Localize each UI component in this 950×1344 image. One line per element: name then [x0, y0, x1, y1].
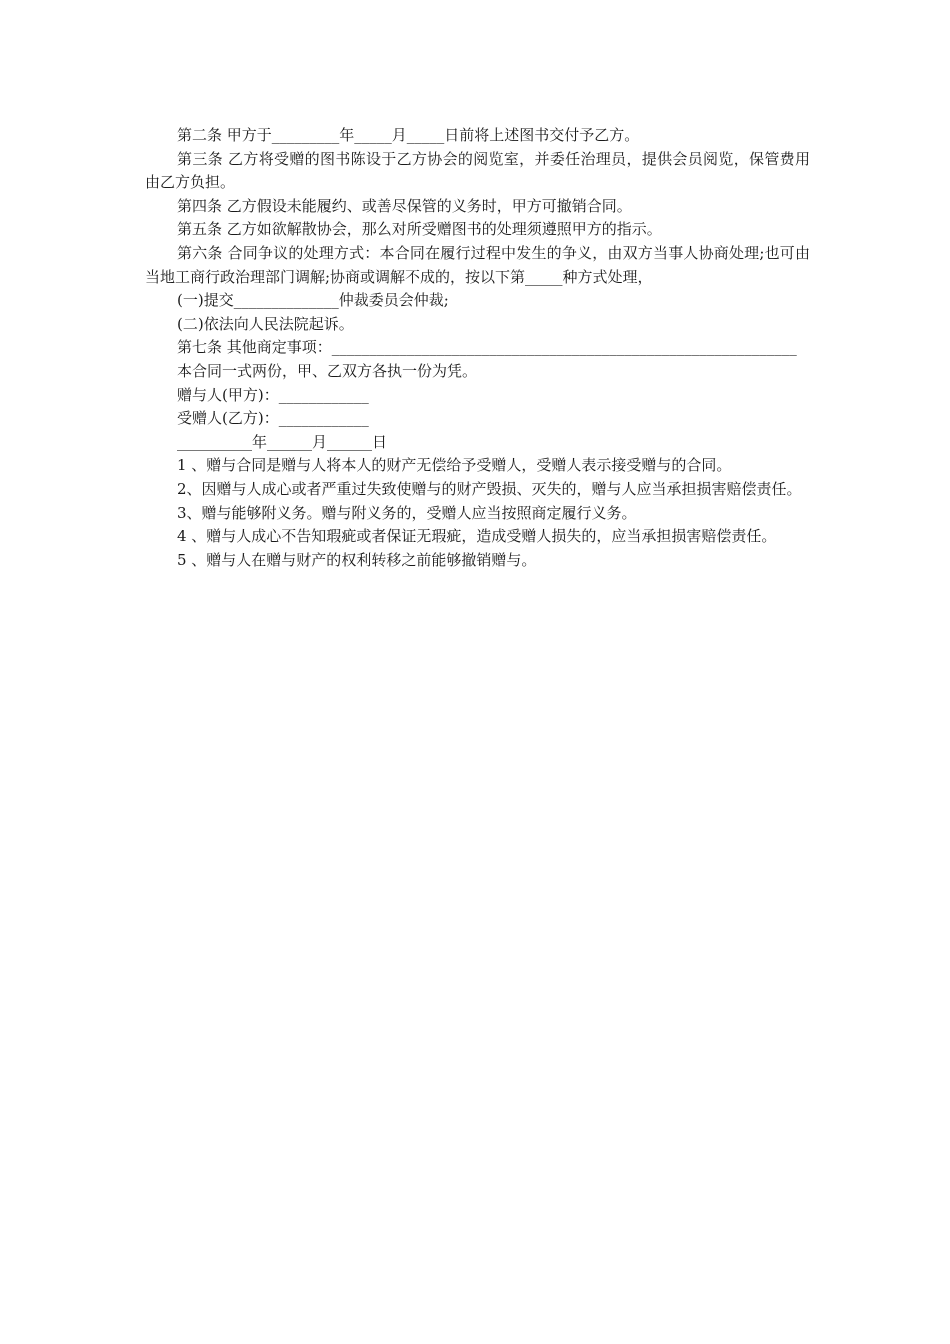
copies-statement: 本合同一式两份，甲、乙双方各执一份为凭。 [177, 361, 478, 380]
note-3: 3、赠与能够附义务。赠与附义务的，受赠人应当按照商定履行义务。 [177, 503, 637, 522]
note-1: 1 、赠与合同是赠与人将本人的财产无偿给予受赠人，受赠人表示接受赠与的合同。 [177, 456, 732, 475]
clause-7-other-matters: 第七条 其他商定事项：______________________________________________________________ [177, 338, 797, 357]
donor-signature-line: 赠与人(甲方)：____________ [177, 385, 369, 404]
contract-body [145, 124, 810, 572]
clause-2-delivery: 第二条 甲方于_________年_____月_____日前将上述图书交付予乙方。 [177, 126, 640, 144]
note-4: 4 、赠与人成心不告知瑕疵或者保证无瑕疵，造成受赠人损失的，应当承担损害赔偿责任。 [177, 527, 777, 546]
clause-6-dispute: 第六条 合同争议的处理方式：本合同在履行过程中发生的争义，由双方当事人协商处理;也可由当地工商行政治理部门调解;协商或调解不成的，按以下第_____种方式处理， [145, 243, 810, 286]
note-5: 5 、赠与人在赠与财产的权利转移之前能够撤销赠与。 [177, 550, 537, 569]
clause-4-revocation: 第四条 乙方假设未能履约、或善尽保管的义务时，甲方可撤销合同。 [177, 196, 632, 215]
dispute-option-arbitration: (一)提交______________仲裁委员会仲裁; [177, 291, 449, 310]
date-line: __________年______月______日 [177, 432, 388, 451]
donee-signature-line: 受赠人(乙方)：____________ [177, 409, 369, 428]
note-2: 2、因赠与人成心或者严重过失致使赠与的财产毁损、灭失的，赠与人应当承担损害赔偿责任。 [177, 479, 802, 498]
clause-5-dissolution: 第五条 乙方如欲解散协会，那么对所受赠图书的处理须遵照甲方的指示。 [177, 220, 662, 239]
clause-3-custody: 第三条 乙方将受赠的图书陈设于乙方协会的阅览室，并委任治理员，提供会员阅览，保管费用由乙方负担。 [145, 149, 810, 192]
dispute-option-litigation: (二)依法向人民法院起诉。 [177, 314, 354, 333]
